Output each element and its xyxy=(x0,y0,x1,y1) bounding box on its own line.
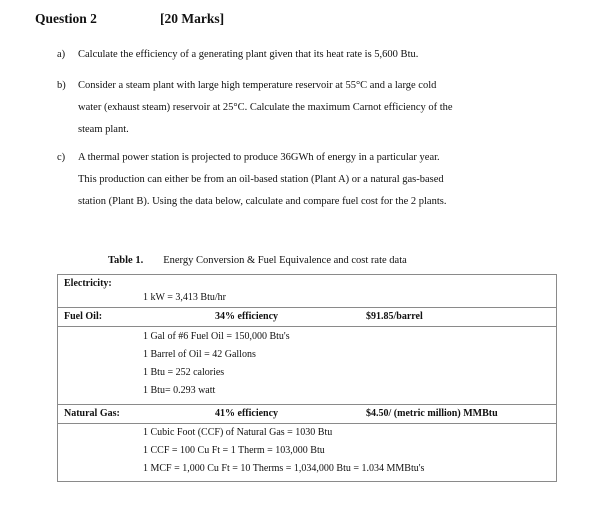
table-caption-label: Table 1. xyxy=(108,255,144,266)
item-line: station (Plant B). Using the data below, calculate and compare fuel cost for the 2 plants. xyxy=(78,196,447,207)
fuel-oil-detail: 1 Btu = 252 calories xyxy=(143,367,225,378)
electricity-value: 1 kW = 3,413 Btu/hr xyxy=(143,292,226,303)
fuel-oil-efficiency: 34% efficiency xyxy=(215,311,279,322)
item-label: a) xyxy=(57,49,66,60)
table-row-natural-gas-details xyxy=(57,424,557,482)
item-line: A thermal power station is projected to produce 36GWh of energy in a particular year. xyxy=(78,152,440,163)
item-text xyxy=(78,75,453,141)
natural-gas-label: Natural Gas: xyxy=(64,408,120,419)
item-line: steam plant. xyxy=(78,124,129,135)
table-row-electricity xyxy=(57,274,557,308)
natural-gas-detail: 1 CCF = 100 Cu Ft = 1 Therm = 103,000 Btu xyxy=(143,445,325,456)
fuel-oil-detail: 1 Gal of #6 Fuel Oil = 150,000 Btu's xyxy=(143,331,290,342)
table-row-fuel-oil-header xyxy=(57,308,557,327)
natural-gas-detail: 1 MCF = 1,000 Cu Ft = 10 Therms = 1,034,000 Btu = 1.034 MMBtu's xyxy=(143,463,425,474)
natural-gas-detail: 1 Cubic Foot (CCF) of Natural Gas = 1030 Btu xyxy=(143,427,333,438)
item-label: b) xyxy=(57,80,66,91)
item-line: Calculate the efficiency of a generating plant given that its heat rate is 5,600 Btu. xyxy=(78,49,419,60)
fuel-oil-cost: $91.85/barrel xyxy=(366,311,423,322)
item-line: Consider a steam plant with large high temperature reservoir at 55°C and a large cold xyxy=(78,80,437,91)
fuel-oil-detail: 1 Barrel of Oil = 42 Gallons xyxy=(143,349,256,360)
question-title: Question 2 xyxy=(35,11,97,26)
fuel-oil-label: Fuel Oil: xyxy=(64,311,103,322)
question-marks: [20 Marks] xyxy=(160,11,225,26)
item-text xyxy=(78,44,418,66)
electricity-label: Electricity: xyxy=(64,278,112,289)
data-table xyxy=(57,274,557,482)
item-label: c) xyxy=(57,152,66,163)
table-row-fuel-oil-details xyxy=(57,327,557,405)
item-line: This production can either be from an oil-based station (Plant A) or a natural gas-based xyxy=(78,174,444,185)
natural-gas-efficiency: 41% efficiency xyxy=(215,408,279,419)
table-caption xyxy=(108,255,407,266)
natural-gas-cost: $4.50/ (metric million) MMBtu xyxy=(366,408,498,419)
fuel-oil-detail: 1 Btu= 0.293 watt xyxy=(143,385,216,396)
table-caption-text: Energy Conversion & Fuel Equivalence and cost rate data xyxy=(163,255,407,266)
table-row-natural-gas-header xyxy=(57,405,557,424)
item-text xyxy=(78,147,446,213)
item-line: water (exhaust steam) reservoir at 25°C. Calculate the maximum Carnot efficiency of the xyxy=(78,102,453,113)
